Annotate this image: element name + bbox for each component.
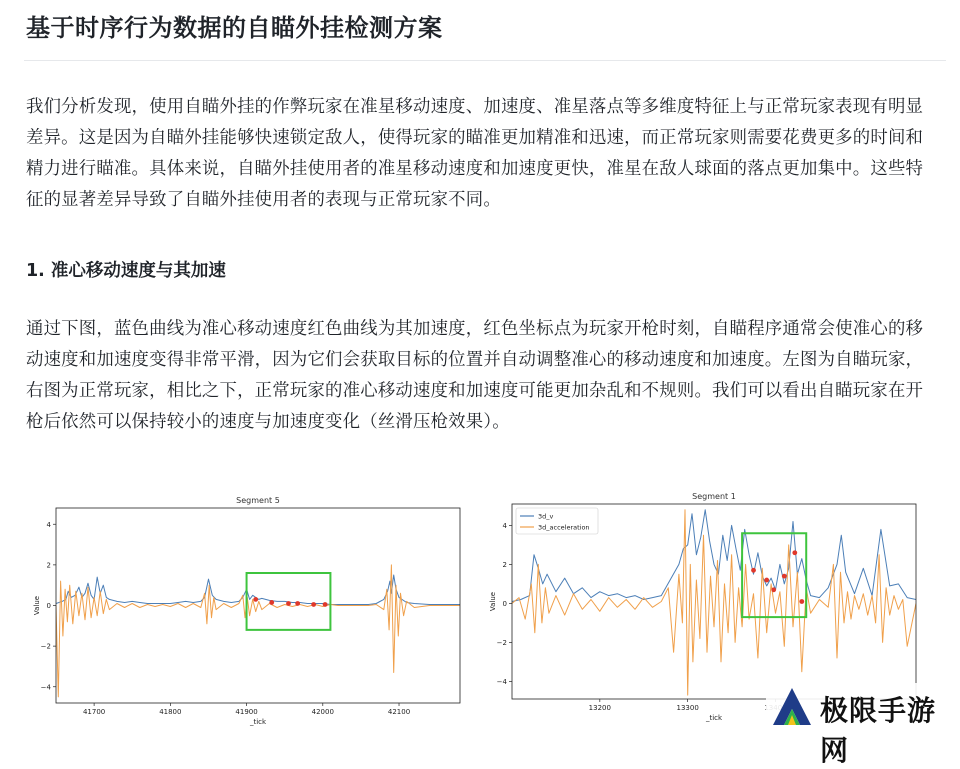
- acceleration-series-line: [512, 510, 916, 695]
- shot-point: [751, 568, 756, 573]
- shot-point: [269, 600, 274, 605]
- chart-title: Segment 5: [236, 496, 280, 505]
- shot-point: [792, 550, 797, 555]
- shot-point: [286, 601, 291, 606]
- legend-label: 3d_acceleration: [538, 523, 590, 532]
- y-tick-label: 4: [46, 520, 51, 529]
- watermark-text: 极限手游网: [820, 694, 937, 767]
- x-tick-label: 42000: [311, 708, 334, 716]
- x-tick-label: 41800: [159, 708, 182, 716]
- title-divider: [24, 60, 946, 61]
- shot-point: [253, 597, 258, 602]
- chart-segment-5: [22, 487, 464, 732]
- y-tick-label: −4: [496, 677, 507, 686]
- chart-segment-5-svg: [22, 487, 464, 732]
- y-tick-label: 2: [502, 560, 507, 569]
- legend-label: 3d_v: [538, 512, 554, 521]
- x-axis-label: _tick: [249, 718, 267, 726]
- shot-point: [799, 599, 804, 604]
- y-tick-label: 4: [502, 521, 507, 530]
- x-tick-label: 42100: [387, 708, 411, 716]
- shot-point: [764, 578, 769, 583]
- chart-legend: [516, 508, 598, 534]
- y-tick-label: −2: [496, 638, 507, 647]
- shot-point: [782, 574, 787, 579]
- y-tick-label: 0: [46, 602, 51, 610]
- x-tick-label: 13200: [588, 704, 611, 712]
- figure-description-paragraph: 通过下图，蓝色曲线为准心移动速度红色曲线为其加速度，红色坐标点为玩家开枪时刻，自瞄程序通常会使准心的移动速度和加速度变得非常平滑，因为它们会获取目标的位置并自动调整准心的移动速度和加速度。左图为自瞄玩家，右图为正常玩家，相比之下，正常玩家的准心移动速度和加速度可能更加杂乱和不规则。我们可以看出自瞄玩家在开枪后依然可以保持较小的速度与加速度变化（丝滑压枪效果）。: [26, 319, 924, 432]
- x-axis-label: _tick: [705, 714, 723, 722]
- series-group: [512, 510, 916, 695]
- x-tick-label: 41900: [235, 708, 258, 716]
- y-axis-label: Value: [489, 591, 497, 612]
- section-heading: 1. 准心移动速度与其加速: [26, 261, 226, 281]
- y-axis-label: Value: [33, 595, 41, 616]
- shot-point: [771, 587, 776, 592]
- article-title: 基于时序行为数据的自瞄外挂检测方案: [26, 14, 443, 42]
- chart-title: Segment 1: [692, 492, 736, 501]
- y-tick-label: 0: [502, 599, 507, 608]
- site-watermark: [766, 683, 960, 767]
- x-tick-label: 41700: [82, 708, 106, 716]
- series-group: [56, 565, 460, 697]
- shot-point: [311, 602, 316, 607]
- intro-paragraph: 我们分析发现，使用自瞄外挂的作弊玩家在准星移动速度、加速度、准星落点等多维度特征上与正常玩家表现有明显差异。这是因为自瞄外挂能够快速锁定敌人，使得玩家的瞄准更加精准和迅速，而正常玩家则需要花费更多的时间和精力进行瞄准。具体来说，自瞄外挂使用者的准星移动速度和加速度更快，准星在敌人球面的落点更加集中。这些特征的显著差异导致了自瞄外挂使用者的表现与正常玩家不同。: [26, 97, 924, 210]
- y-tick-label: 2: [46, 561, 51, 570]
- watermark-logo-icon: [770, 685, 814, 729]
- x-tick-label: 13300: [676, 704, 699, 712]
- y-tick-label: −2: [40, 642, 51, 651]
- shot-point: [323, 602, 328, 607]
- shot-point: [295, 601, 300, 606]
- y-tick-label: −4: [40, 683, 51, 692]
- acceleration-series-line: [56, 565, 460, 697]
